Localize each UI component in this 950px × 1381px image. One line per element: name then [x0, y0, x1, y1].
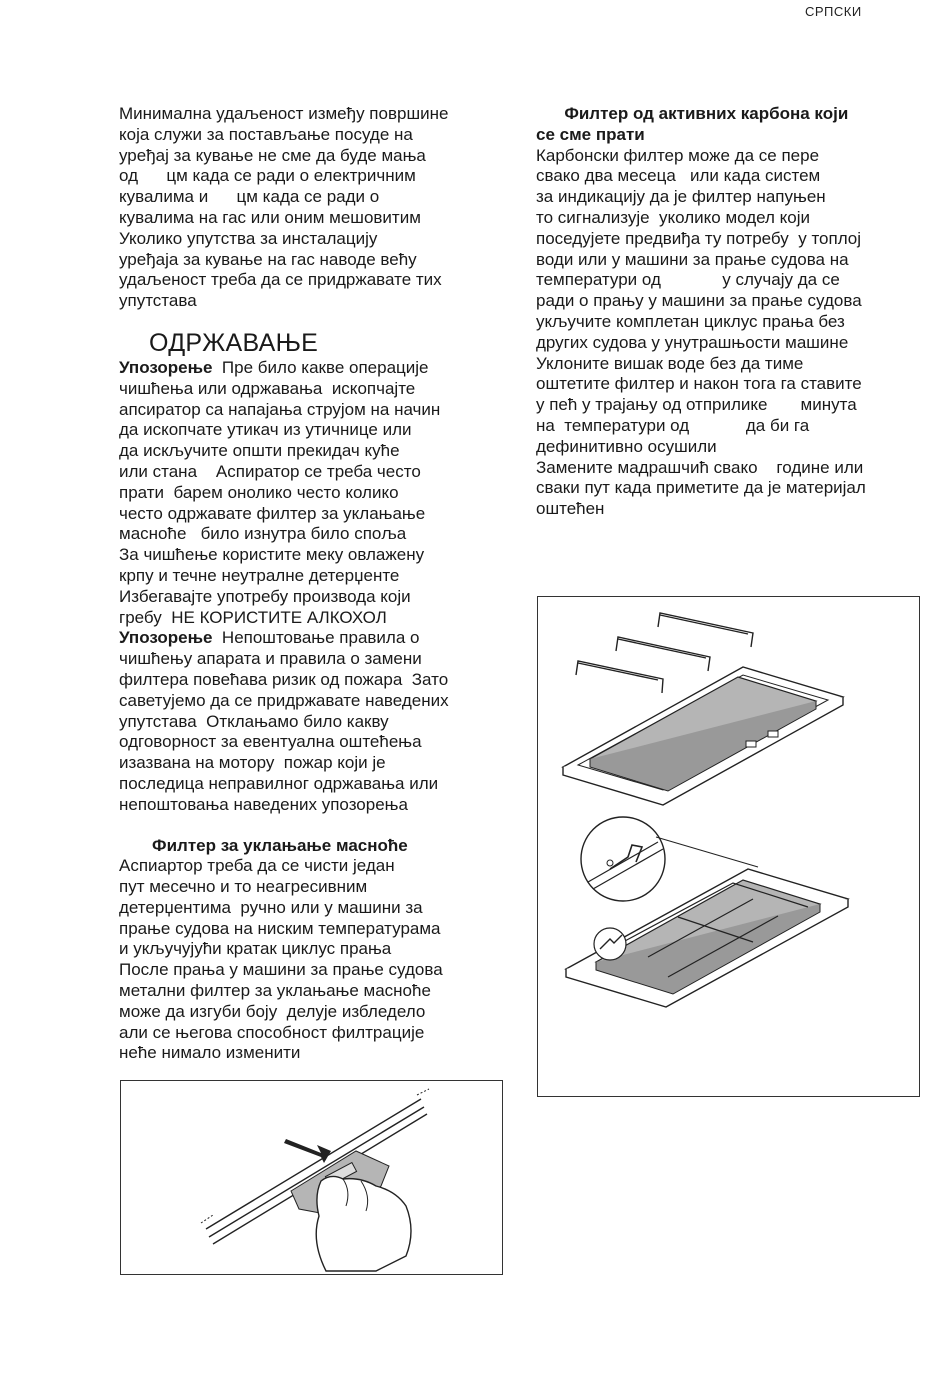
text-line: апсиратор са напајања струјом на начин — [119, 399, 441, 419]
text-line: оштетите филтер и након тога га ставите — [536, 374, 862, 394]
carbon-filter-assembly-icon — [538, 597, 919, 1096]
grease-filter-removal-icon — [121, 1081, 502, 1274]
text-line: кувалима на гас или оним мешовитим — [119, 207, 421, 227]
text-line: али се његова способност филтрације — [119, 1022, 425, 1042]
text-line: на температури од да би га — [536, 415, 810, 435]
text-line: Минимална удаљеност између површине — [119, 104, 449, 123]
text-line: изазвана на мотору пожар који је — [119, 753, 386, 773]
warning-label: Упозорење — [119, 628, 213, 648]
text-line: уређај за кување не сме да буде мања — [119, 145, 426, 165]
text-line: прати барем онолико често колико — [119, 482, 399, 502]
text-line: Пре било какве операције — [212, 357, 429, 377]
text-line: неће нимало изменити — [119, 1043, 301, 1063]
left-column — [119, 104, 509, 1064]
text-line: често одржавате филтер за уклањање — [119, 503, 426, 523]
text-line: или стана Аспиратор се треба често — [119, 461, 421, 481]
grease-filter-figure — [120, 1080, 503, 1275]
text-line: Уколико упутства за инсталацију — [119, 228, 378, 248]
language-label: СРПСКИ — [805, 4, 862, 19]
maintenance-paragraph — [119, 358, 509, 816]
carbon-filter-figure — [537, 596, 920, 1097]
text-line: филтера повећава ризик од пожара Зато — [119, 669, 449, 689]
text-line: сваки пут када приметите да је материјал — [536, 478, 866, 498]
text-line: то сигнализује уколико модел који — [536, 207, 811, 227]
text-line: других судова у унутрашњости машине — [536, 332, 849, 352]
text-line: свако два месеца или када систем — [536, 166, 821, 186]
text-line: Непоштовање правила о — [212, 628, 420, 648]
text-line: и укључујући кратак циклус прања — [119, 939, 392, 959]
text-line: поседујете предвиђа ту потребу у топлој — [536, 228, 862, 248]
text-line: води или у машини за прање судова на — [536, 249, 849, 269]
text-line: дефинитивно осушили — [536, 436, 717, 456]
text-line: гребу НЕ КОРИСТИТЕ АЛКОХОЛ — [119, 607, 387, 627]
text-line: пут месечно и то неагресивним — [119, 877, 368, 897]
text-line: може да изгуби боју делује избледело — [119, 1001, 426, 1021]
text-line: последица неправилног одржавања или — [119, 773, 439, 793]
text-line: која служи за постављање посуде на — [119, 124, 413, 144]
text-line: ради о прању у машини за прање судова — [536, 291, 862, 311]
text-line: упутстава Отклањамо било какву — [119, 711, 389, 731]
text-line: оштећен — [536, 499, 605, 519]
text-line: непоштовања наведених упозорења — [119, 794, 408, 814]
text-line: удаљеност треба да се придржавате тих — [119, 270, 442, 290]
text-line: саветујемо да се придржавате наведених — [119, 690, 449, 710]
text-line: за индикацију да је филтер напуњен — [536, 187, 826, 207]
text-line: прање судова на ниским температурама — [119, 918, 441, 938]
text-line: да искључите општи прекидач куће — [119, 441, 400, 461]
text-line: чишћења или одржавања ископчајте — [119, 378, 416, 398]
text-line: од цм када се ради о електричним — [119, 166, 416, 186]
text-line: у пећ у трајању од отприлике минута — [536, 395, 857, 415]
text-line: Избегавајте употребу производа који — [119, 586, 411, 606]
text-line: одговорност за евентуална оштећења — [119, 732, 422, 752]
grease-filter-heading: Филтер за уклањање масноће — [119, 835, 408, 855]
text-line: да ископчате утикач из утичнице или — [119, 420, 412, 440]
text-line: чишћењу апарата и правила о замени — [119, 649, 422, 669]
text-line: масноће било изнутра било споља — [119, 524, 407, 544]
text-line: упутстава — [119, 291, 197, 311]
carbon-filter-paragraph — [536, 146, 926, 520]
text-line: метални филтер за уклањање масноће — [119, 981, 431, 1001]
carbon-filter-heading-cont: се сме прати — [536, 124, 645, 144]
text-line: укључите комплетан циклус прања без — [536, 311, 845, 331]
grease-filter-paragraph — [119, 856, 509, 1064]
text-line: После прања у машини за прање судова — [119, 960, 443, 980]
text-line: детерџентима ручно или у машини за — [119, 897, 423, 917]
text-line: крпу и течне неутралне детерџенте — [119, 565, 400, 585]
right-column — [536, 104, 926, 520]
text-line: Замените мадрашчић свако године или — [536, 457, 864, 477]
intro-paragraph — [119, 104, 509, 312]
text-line: Карбонски филтер може да се пере — [536, 145, 820, 165]
text-line: кувалима и цм када се ради о — [119, 187, 380, 207]
text-line: За чишћење користите меку овлажену — [119, 545, 425, 565]
text-line: Уклоните вишак воде без да тиме — [536, 353, 804, 373]
maintenance-heading: ОДРЖАВАЊЕ — [149, 328, 319, 357]
text-line: температури од у случају да се — [536, 270, 840, 290]
text-line: Аспиартор треба да се чисти један — [119, 856, 395, 876]
warning-label: Упозорење — [119, 357, 213, 377]
text-line: уређаја за кување на гас наводе већу — [119, 249, 417, 269]
carbon-filter-heading: Филтер од активних карбона који — [536, 104, 849, 123]
